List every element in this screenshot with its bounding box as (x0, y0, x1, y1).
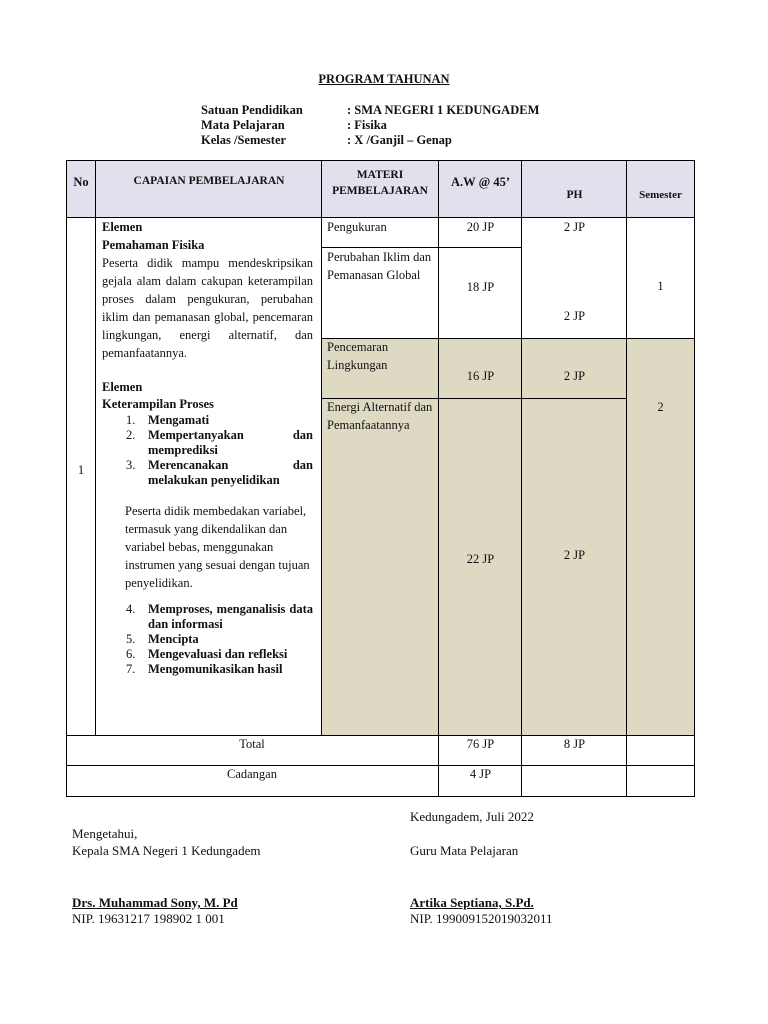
header-ph: PH (566, 189, 583, 201)
elemen2-heading: Elemen (102, 380, 143, 394)
aw-pencemaran: 16 JP (466, 369, 495, 383)
elemen2-name: Keterampilan Proses (102, 397, 214, 411)
elemen2-description: Peserta didik membedakan variabel, termasuk yang dikendalikan dan variabel bebas, menggunakan instrumen yang sesuai dengan tujuan penyelidikan. (125, 504, 310, 590)
list-item: 5. Mencipta (126, 632, 199, 646)
total-ph: 8 JP (563, 737, 586, 751)
elemen1-heading: Elemen (102, 220, 143, 234)
cadangan-aw: 4 JP (469, 767, 492, 781)
meta-label-mapel: Mata Pelajaran (201, 118, 285, 132)
place-date: Kedungadem, Juli 2022 (410, 809, 534, 824)
capaian-cell (102, 218, 313, 677)
materi-perubahan-iklim: Perubahan Iklim dan Pemanasan Global (327, 250, 432, 282)
header-no: No (73, 175, 89, 189)
meta-value-mapel: : Fisika (347, 118, 387, 132)
list-item: 1. Mengamati (126, 413, 210, 427)
cadangan-label: Cadangan (227, 767, 277, 781)
right-sign-nip: NIP. 199009152019032011 (410, 911, 553, 926)
ph-perubahan-iklim: 2 JP (563, 309, 586, 323)
aw-pengukuran: 20 JP (466, 220, 495, 234)
left-sign-name: Drs. Muhammad Sony, M. Pd (72, 895, 238, 910)
elemen1-name: Pemahaman Fisika (102, 238, 205, 252)
semester-1: 1 (657, 279, 664, 293)
meta-label-kelas: Kelas /Semester (201, 133, 287, 147)
list-item: 3. Merencanakan dan melakukan penyelidikan (126, 458, 313, 487)
row-number: 1 (77, 463, 85, 477)
materi-energi-alternatif: Energi Alternatif dan Pemanfaatannya (327, 400, 433, 432)
steps-list-a (126, 413, 313, 488)
steps-list-b (126, 602, 313, 677)
aw-energi-alternatif: 22 JP (466, 552, 495, 566)
list-item: 7. Mengomunikasikan hasil (126, 662, 283, 676)
meta-value-kelas: : X /Ganjil – Genap (347, 133, 452, 147)
total-label: Total (239, 737, 265, 751)
list-item: 4. Memproses, menganalisis data dan informasi (126, 602, 313, 631)
ph-pencemaran: 2 JP (563, 369, 586, 383)
meta-value-satuan: : SMA NEGERI 1 KEDUNGADEM (347, 103, 540, 117)
total-aw: 76 JP (466, 737, 495, 751)
elemen1-description: Peserta didik mampu mendeskripsikan gejala alam dalam cakupan keterampilan proses dalam pengukuran, perubahan iklim dan pemanasan global, pencemaran lingkungan, energi alternatif, dan pemanfaatannya. (102, 256, 313, 360)
right-sign-name: Artika Septiana, S.Pd. (410, 895, 534, 910)
document-title: PROGRAM TAHUNAN (318, 72, 450, 86)
header-capaian: CAPAIAN PEMBELAJARAN (133, 175, 285, 187)
ph-energi-alternatif: 2 JP (563, 548, 586, 562)
left-sign-line2: Kepala SMA Negeri 1 Kedungadem (72, 843, 261, 858)
header-semester: Semester (639, 189, 682, 201)
list-item: 2. Mempertanyakan dan memprediksi (126, 428, 313, 457)
left-sign-line1: Mengetahui, (72, 826, 138, 841)
header-aw: A.W @ 45’ (451, 175, 510, 189)
left-sign-nip: NIP. 19631217 198902 1 001 (72, 911, 225, 926)
meta-label-satuan: Satuan Pendidikan (201, 103, 303, 117)
materi-pencemaran: Pencemaran Lingkungan (327, 340, 389, 372)
ph-pengukuran: 2 JP (563, 220, 586, 234)
list-item: 6. Mengevaluasi dan refleksi (126, 647, 288, 661)
header-materi: MATERI PEMBELAJARAN (332, 169, 428, 197)
semester-2: 2 (657, 400, 664, 414)
right-sign-line1: Guru Mata Pelajaran (410, 843, 519, 858)
materi-pengukuran: Pengukuran (327, 220, 387, 234)
aw-perubahan-iklim: 18 JP (466, 280, 495, 294)
